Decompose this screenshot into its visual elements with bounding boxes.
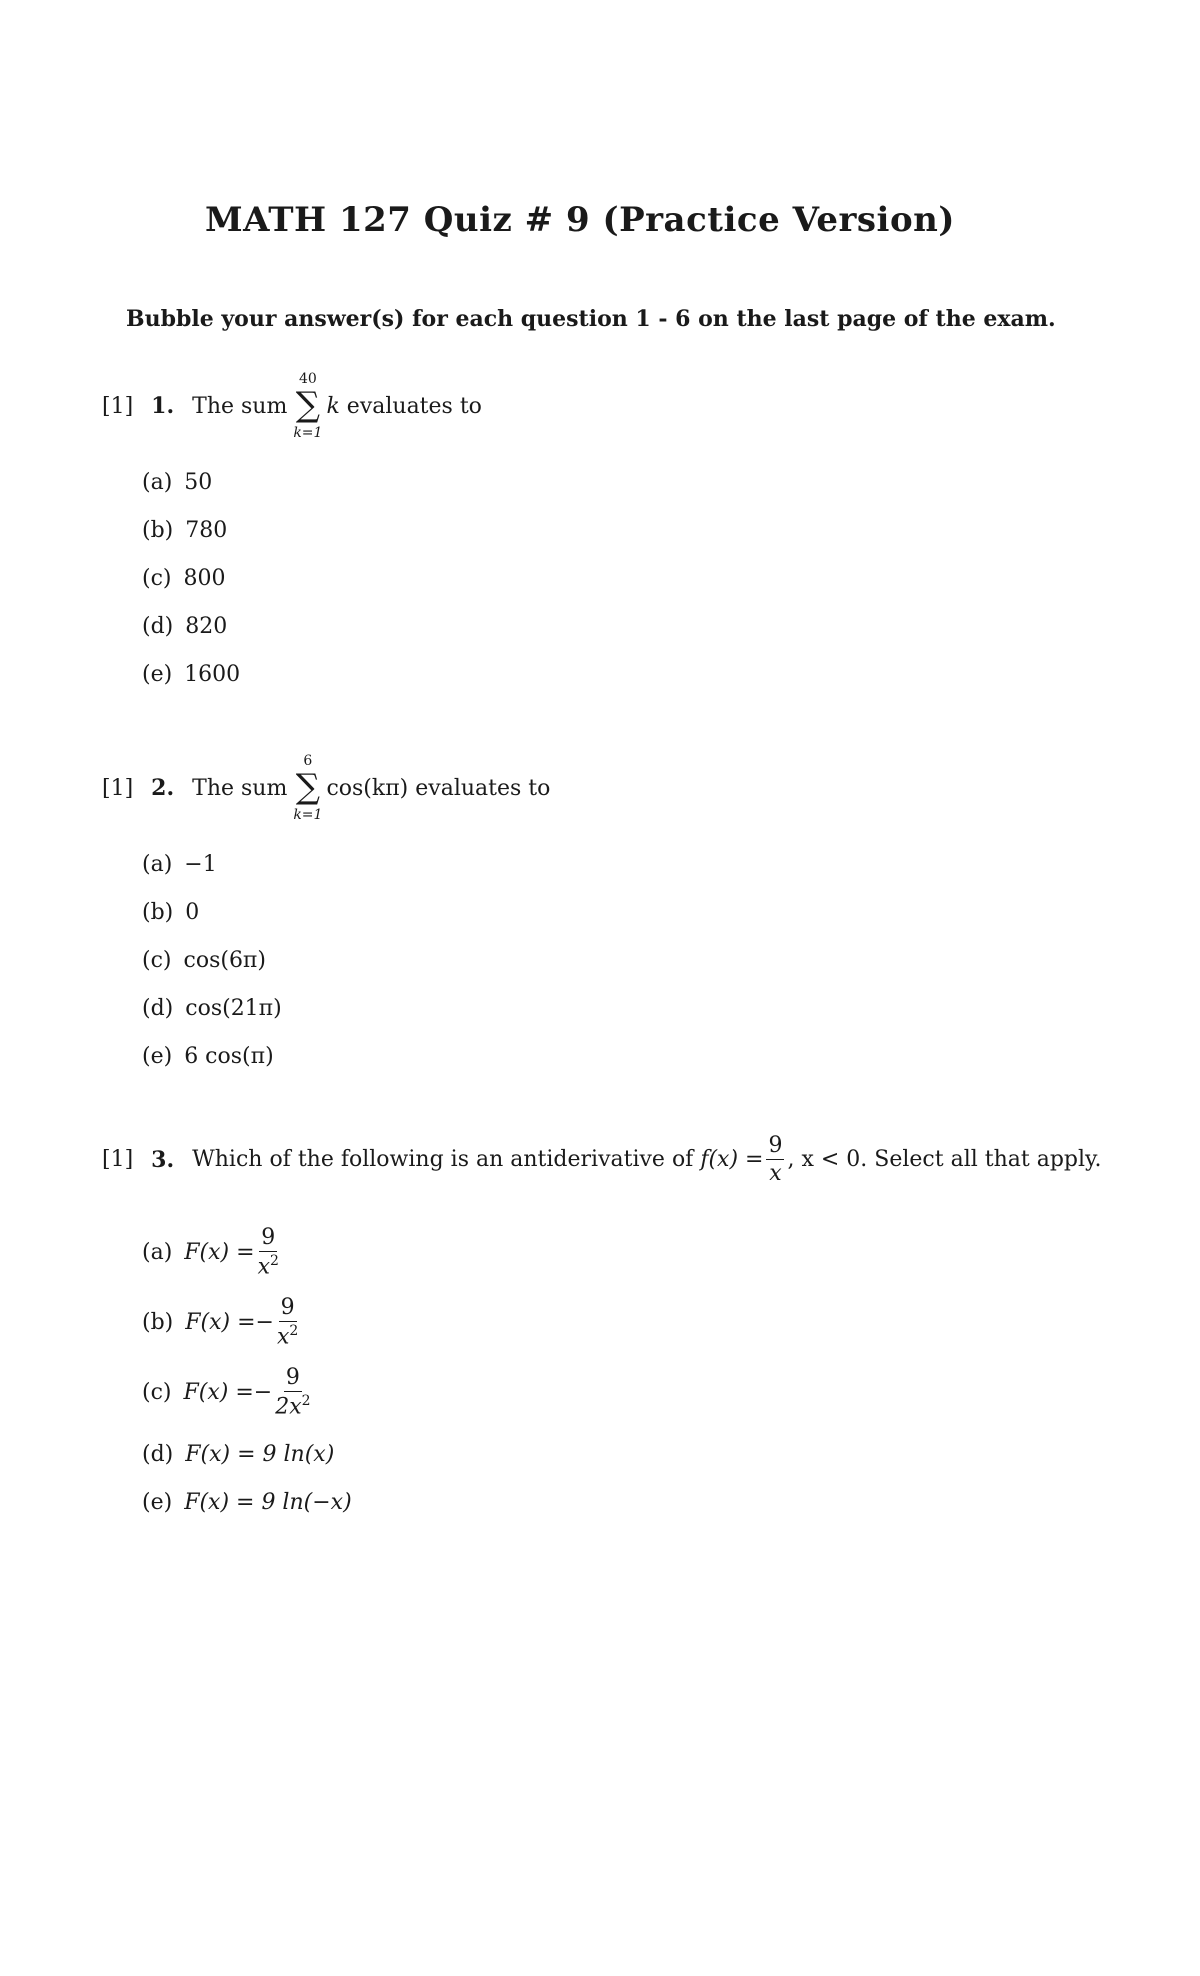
question-2-marks: [1] — [102, 775, 134, 801]
option-label: (a) — [142, 1239, 173, 1265]
question-2-number: 2. — [151, 775, 175, 801]
denominator-exponent: 2 — [301, 1393, 311, 1410]
option-label: (c) — [142, 948, 172, 973]
q1-option-d — [142, 614, 227, 639]
option-label: (b) — [142, 1309, 174, 1335]
fraction-numerator: 9 — [279, 1296, 297, 1322]
fraction-numerator: 9 — [284, 1366, 302, 1392]
sum-upper-limit: 6 — [303, 753, 313, 769]
option-text: 50 — [184, 470, 213, 495]
option-label: (c) — [142, 1379, 172, 1405]
option-label: (e) — [142, 1044, 173, 1069]
question-1-suffix: evaluates to — [346, 393, 482, 419]
question-2-suffix: evaluates to — [415, 775, 551, 801]
q1-option-c — [142, 566, 226, 591]
question-1-number: 1. — [151, 393, 175, 419]
denominator-base: x — [257, 1254, 270, 1280]
fraction — [766, 1134, 784, 1185]
denominator-base: 2x — [275, 1394, 302, 1420]
question-3-marks: [1] — [102, 1147, 134, 1173]
q3-option-e — [142, 1490, 352, 1515]
fraction — [275, 1366, 310, 1419]
q3-option-a — [142, 1226, 282, 1279]
q2-option-d — [142, 996, 282, 1021]
option-label: (a) — [142, 470, 173, 495]
q3-option-b — [142, 1296, 301, 1349]
option-text: cos(6π) — [183, 948, 266, 973]
question-2-prefix: The sum — [192, 775, 288, 801]
question-3 — [102, 1134, 1102, 1185]
sum-term: cos(kπ) — [326, 775, 409, 801]
fraction-denominator: x — [769, 1161, 782, 1187]
function-lhs: f(x) = — [700, 1147, 764, 1173]
option-sign: − — [255, 1309, 274, 1335]
question-3-suffix: , x < 0. Select all that apply. — [787, 1147, 1102, 1173]
option-lhs: F(x) = — [185, 1309, 256, 1335]
option-text: F(x) = 9 ln(−x) — [184, 1490, 352, 1515]
q1-option-b — [142, 518, 227, 543]
summation-symbol — [293, 372, 322, 440]
option-text: 780 — [185, 518, 228, 543]
instruction-text: Bubble your answer(s) for each question 1 - 6 on the last page of the exam. — [126, 306, 1056, 332]
option-label: (d) — [142, 1442, 174, 1467]
option-label: (a) — [142, 852, 173, 877]
q2-option-a — [142, 852, 217, 877]
option-label: (c) — [142, 566, 172, 591]
option-label: (e) — [142, 1490, 173, 1515]
question-3-number: 3. — [151, 1146, 175, 1173]
option-label: (d) — [142, 614, 174, 639]
denominator-base: x — [276, 1324, 290, 1350]
option-text: 1600 — [184, 662, 241, 687]
question-1-prefix: The sum — [192, 393, 288, 419]
fraction-numerator: 9 — [259, 1226, 277, 1252]
fraction-numerator: 9 — [766, 1134, 784, 1160]
sum-lower-limit: k=1 — [293, 425, 323, 441]
question-1 — [102, 372, 482, 440]
q2-option-e — [142, 1044, 274, 1069]
option-text: −1 — [184, 852, 217, 877]
sum-upper-limit: 40 — [298, 371, 317, 387]
page-title: MATH 127 Quiz # 9 (Practice Version) — [205, 200, 955, 240]
fraction-denominator — [258, 1252, 279, 1278]
option-label: (b) — [142, 518, 174, 543]
q2-option-c — [142, 948, 266, 973]
q1-option-a — [142, 470, 212, 495]
fraction-denominator — [275, 1392, 310, 1418]
q3-option-d — [142, 1442, 334, 1467]
option-lhs: F(x) = — [184, 1239, 255, 1265]
option-label: (d) — [142, 996, 174, 1021]
q3-option-c — [142, 1366, 314, 1419]
option-sign: − — [253, 1379, 273, 1405]
sum-lower-limit: k=1 — [293, 807, 323, 823]
denominator-exponent: 2 — [289, 1323, 299, 1340]
fraction — [277, 1296, 298, 1349]
summation-symbol — [293, 754, 322, 822]
q1-option-e — [142, 662, 240, 687]
question-1-marks: [1] — [102, 393, 134, 419]
fraction — [258, 1226, 279, 1279]
sum-term: k — [326, 393, 340, 419]
option-text: F(x) = 9 ln(x) — [185, 1442, 335, 1467]
fraction-denominator — [277, 1322, 298, 1348]
sigma-glyph: ∑ — [295, 385, 321, 425]
option-label: (e) — [142, 662, 173, 687]
question-2 — [102, 754, 550, 822]
q2-option-b — [142, 900, 199, 925]
option-text: cos(21π) — [185, 996, 282, 1021]
denominator-exponent: 2 — [269, 1253, 279, 1270]
option-text: 820 — [185, 614, 228, 639]
sigma-glyph: ∑ — [295, 767, 321, 807]
option-text: 6 cos(π) — [184, 1044, 274, 1069]
option-lhs: F(x) = — [183, 1379, 254, 1405]
option-text: 800 — [183, 566, 226, 591]
option-label: (b) — [142, 900, 174, 925]
question-3-prefix: Which of the following is an antiderivative of — [192, 1147, 694, 1173]
option-text: 0 — [185, 900, 200, 925]
